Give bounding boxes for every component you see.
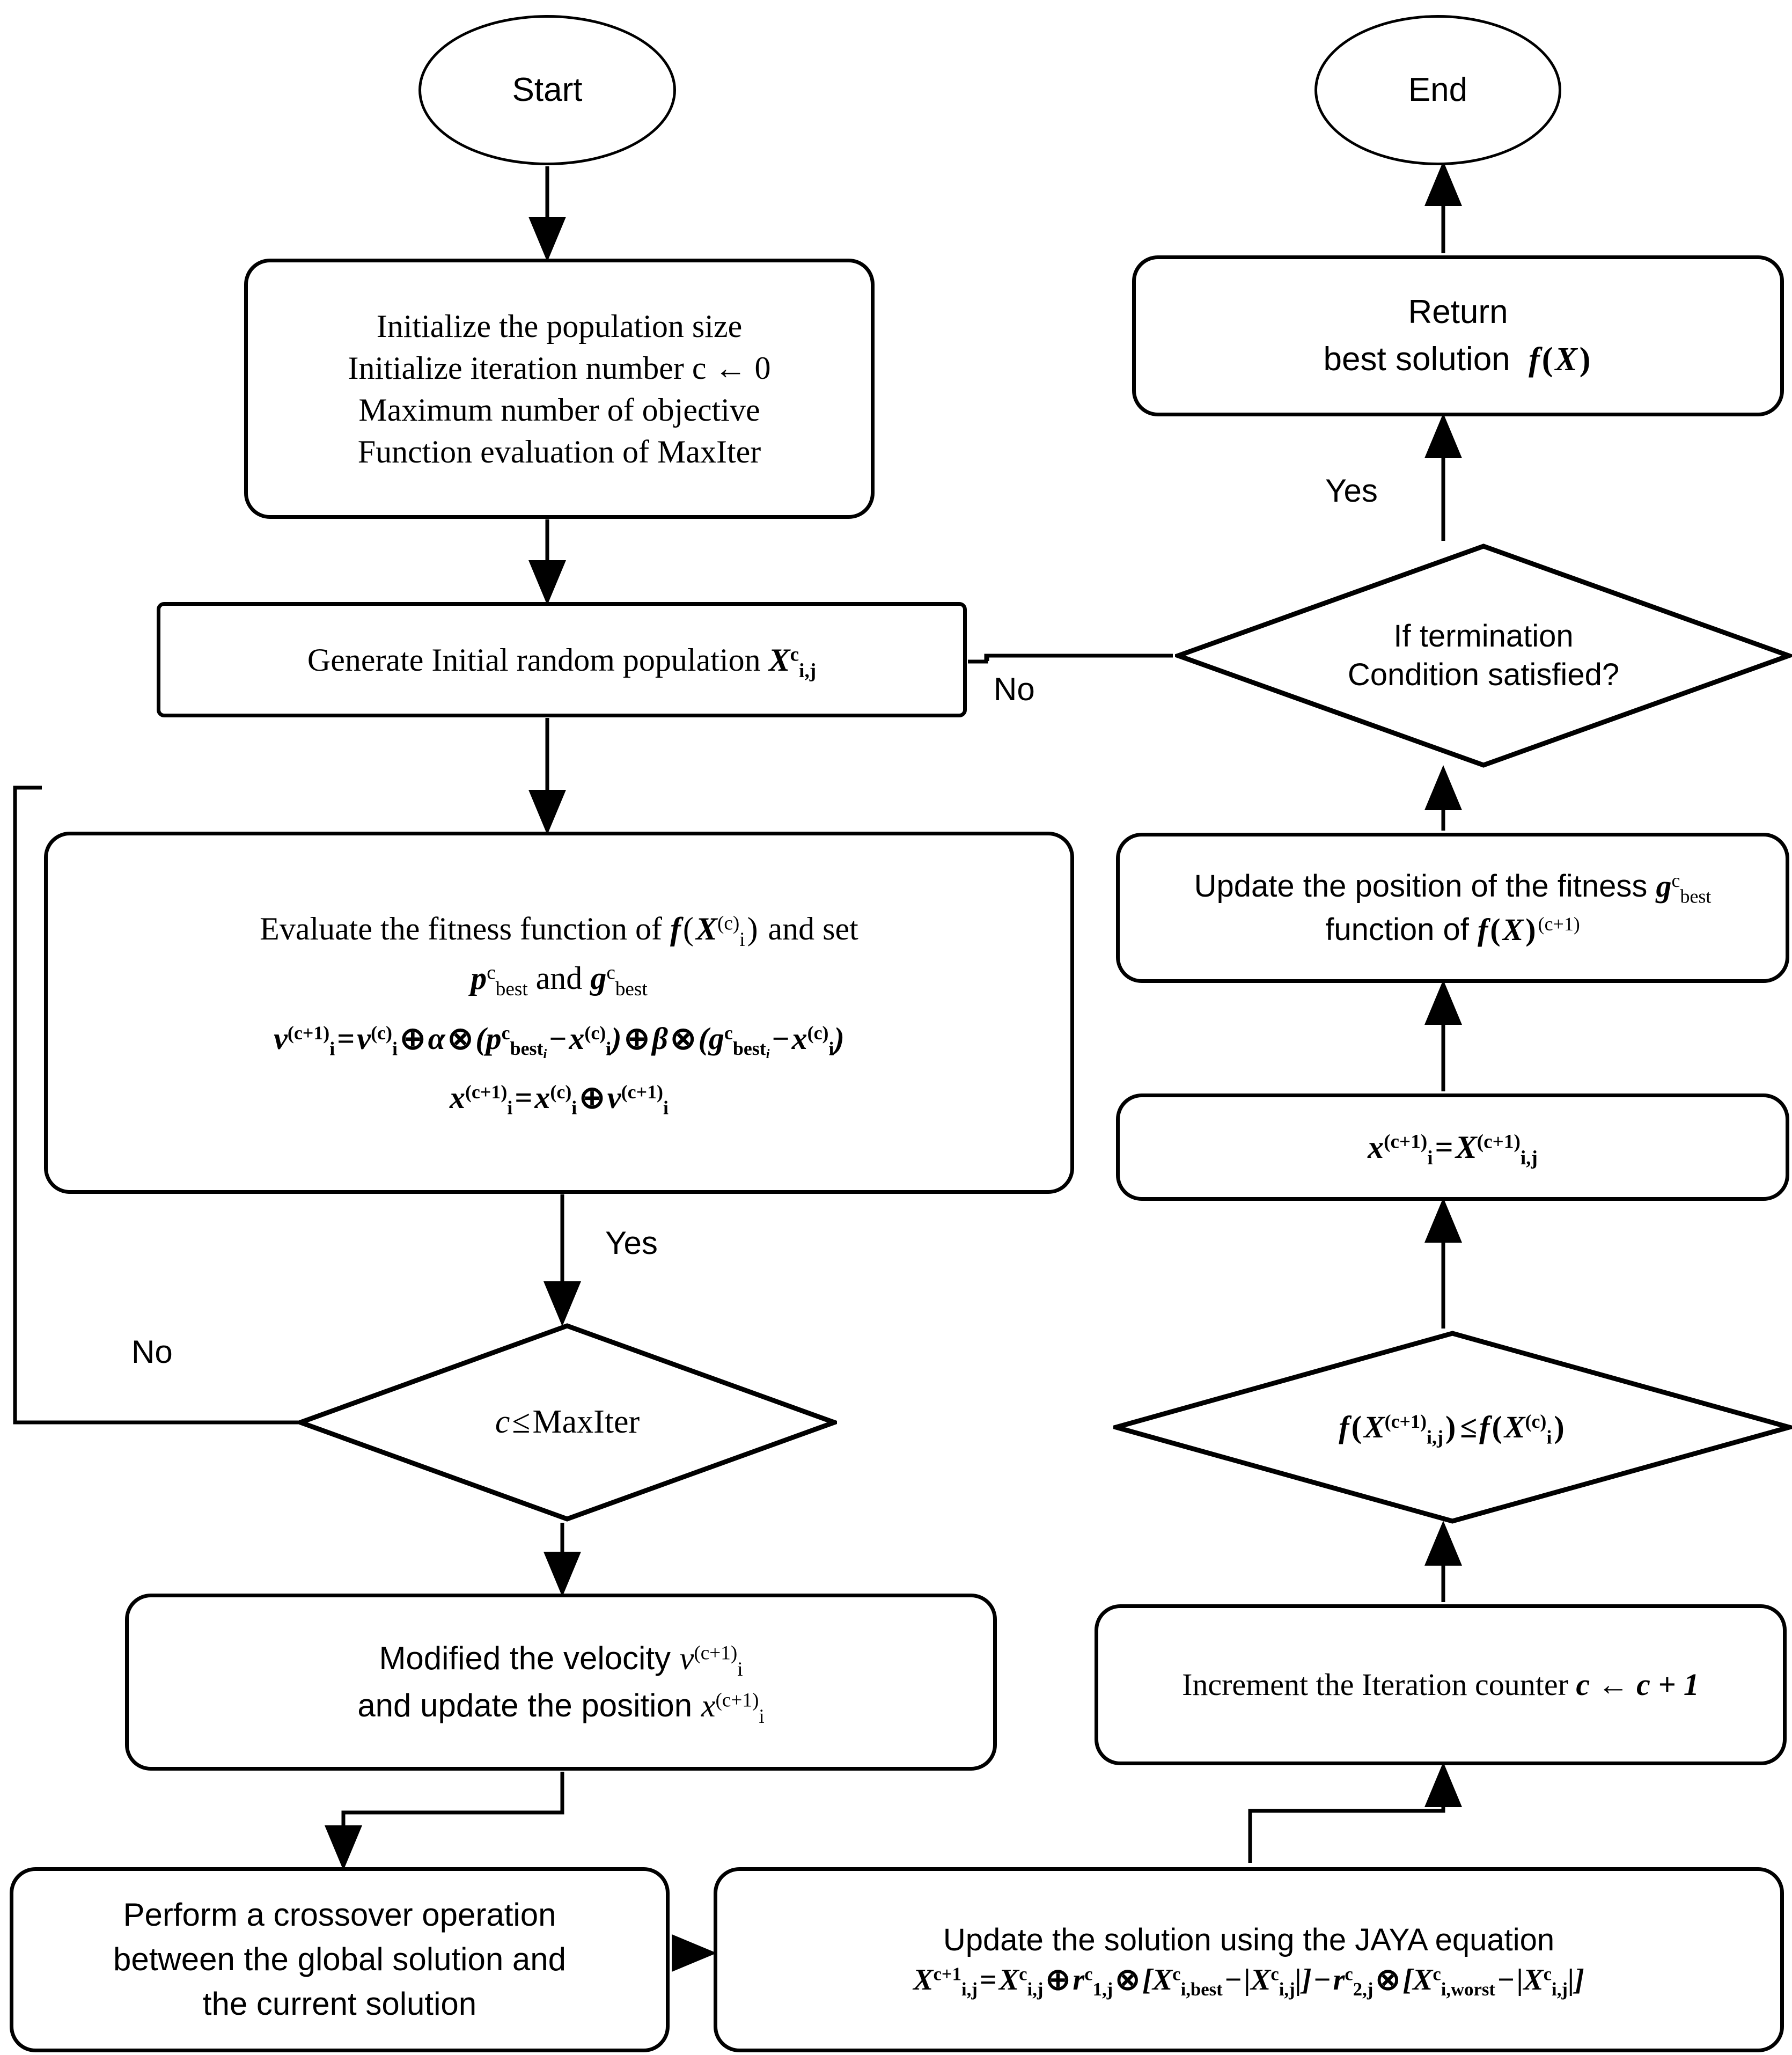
jaya-equation: $X^{c+1}_{i,j}=X^c_{i,j}\oplus r^c_{1,j}\otimes[X^c_{i,best}-|X^c_{i,j}|]-r^c_{2,j}\otimes[X^c_{i,worst}-|X^c_{i,j}|]$ xyxy=(913,1963,1584,2000)
node-jaya-update[interactable] xyxy=(714,1867,1784,2052)
evaluate-gbest: g xyxy=(590,960,607,996)
update-position-sup: (c+1) xyxy=(1538,913,1580,935)
initialize-line-3: Maximum number of objective xyxy=(358,392,760,428)
evaluate-gbest-sub: best xyxy=(615,978,648,1000)
modify-velocity-line1: Modified the velocity xyxy=(379,1640,680,1676)
decision-termination[interactable] xyxy=(1175,543,1792,768)
termination-line-1: If termination xyxy=(1393,618,1574,654)
node-return-best-solution[interactable]: Return best solution f(X) xyxy=(1132,255,1784,416)
generate-population-text: Generate Initial random population xyxy=(307,642,769,678)
max-iter-op: ≤ xyxy=(512,1404,531,1441)
modify-velocity-symbol-v: v xyxy=(679,1641,694,1676)
initialize-line-2: Initialize iteration number c ← 0 xyxy=(348,350,771,386)
crossover-line-2: between the global solution and xyxy=(113,1941,566,1978)
evaluate-f: f xyxy=(670,911,681,946)
decision-max-iter-label xyxy=(495,1401,640,1443)
modify-velocity-symbol-x: x xyxy=(701,1688,716,1723)
evaluate-x: X xyxy=(695,911,717,946)
node-increment-counter[interactable] xyxy=(1095,1604,1787,1765)
evaluate-and: and xyxy=(527,960,591,996)
return-line-2: best solution xyxy=(1323,341,1519,378)
crossover-line-1: Perform a crossover operation xyxy=(123,1897,556,1933)
modify-velocity-sub-2: i xyxy=(759,1705,765,1728)
fcmp-lhs-sup: (c+1) xyxy=(1384,1410,1427,1432)
evaluate-gbest-sup: c xyxy=(606,962,615,984)
modify-velocity-line2: and update the position xyxy=(357,1687,701,1723)
fcmp-op: ≤ xyxy=(1460,1409,1478,1444)
update-position-line2: function of xyxy=(1325,912,1478,947)
fcmp-rhs-x: X xyxy=(1504,1409,1525,1444)
edge-label-maxiter-yes: Yes xyxy=(605,1225,658,1261)
decision-max-iter[interactable] xyxy=(298,1323,837,1522)
generate-population-sub: i,j xyxy=(799,659,817,682)
evaluate-position-equation: $x^{(c+1)}_i=x^{(c)}_i\oplus v^{(c+1)}_i$ xyxy=(449,1080,669,1118)
node-update-position[interactable]: Update the position of the fitness $g^c_{best}$ function of f(X) $^{(c+1)}$ xyxy=(1116,833,1789,983)
evaluate-line1-suffix: and set xyxy=(760,911,858,946)
evaluate-pbest-sup: c xyxy=(487,962,496,984)
evaluate-pbest: p xyxy=(471,960,487,996)
evaluate-x-sup: (c) xyxy=(717,912,740,935)
decision-termination-label xyxy=(1348,617,1619,695)
node-modify-velocity[interactable] xyxy=(125,1594,997,1771)
decision-fitness-compare[interactable] xyxy=(1113,1331,1792,1524)
decision-fitness-compare-label: $f(X^{(c+1)}_{i,j}) \le f(X^{(c)}_i)$ xyxy=(1339,1409,1565,1448)
evaluate-line1-prefix: Evaluate the fitness function of xyxy=(260,911,670,946)
fcmp-lhs-f: f xyxy=(1339,1409,1349,1444)
evaluate-velocity-equation: $v^{(c+1)}_i=v^{(c)}_i\oplus\alpha\otimes(p^c_{besti}-x^{(c)}_i)\oplus\beta\otimes(g^c_{besti}-x^{(c)}_i)$ xyxy=(274,1021,844,1062)
node-start-label: Start xyxy=(512,71,583,108)
jaya-title: Update the solution using the JAYA equation xyxy=(943,1922,1555,1958)
node-end-label: End xyxy=(1408,71,1468,108)
generate-population-sup: c xyxy=(790,643,799,665)
increment-equation: c ← c + 1 xyxy=(1576,1667,1699,1702)
return-f: f xyxy=(1529,341,1540,378)
crossover-line-3: the current solution xyxy=(202,1985,477,2022)
fcmp-rhs-sup: (c) xyxy=(1525,1410,1547,1432)
fcmp-lhs-x: X xyxy=(1363,1409,1385,1444)
node-evaluate-fitness[interactable]: Evaluate the fitness function of $f(X^{(c)}_i)$ and set $p^c_{best}$ and $g^c_{best}$ $v^{(c+1)}_i=v^{(c)}_i\oplus\alpha\otimes(p^c_{besti}-x^{(c)}_i)\oplus\beta\otimes(g^c_{besti}-x^{(c)}_i)$ $x^{(c+1)}_i=x^{(c)}_i\oplus v^{(c+1)}_i$ xyxy=(44,832,1074,1194)
generate-population-symbol: X xyxy=(768,642,790,678)
edge-label-maxiter-no: No xyxy=(131,1334,173,1370)
assign-x-equation: $x^{(c+1)}_i=X^{(c+1)}_{i,j}$ xyxy=(1368,1129,1538,1169)
evaluate-x-sub: i xyxy=(739,928,745,951)
update-position-g: g xyxy=(1656,868,1672,904)
increment-text: Increment the Iteration counter xyxy=(1182,1667,1576,1702)
update-position-g-sub: best xyxy=(1680,885,1712,907)
evaluate-pbest-sub: best xyxy=(495,978,528,1000)
initialize-line-4: Function evaluation of MaxIter xyxy=(357,434,761,469)
fcmp-rhs-sub: i xyxy=(1546,1426,1552,1448)
update-position-g-sup: c xyxy=(1671,869,1680,891)
node-assign-x[interactable] xyxy=(1116,1093,1789,1201)
modify-velocity-sub-1: i xyxy=(737,1658,743,1680)
node-crossover[interactable] xyxy=(10,1867,670,2052)
node-end[interactable] xyxy=(1314,15,1561,165)
fcmp-lhs-sub: i,j xyxy=(1427,1426,1443,1448)
return-x: X xyxy=(1555,341,1577,378)
edge-label-termination-yes: Yes xyxy=(1325,473,1378,509)
node-start[interactable] xyxy=(418,15,676,165)
node-generate-population[interactable] xyxy=(157,602,967,717)
node-initialize[interactable] xyxy=(244,259,875,519)
update-position-f: f xyxy=(1477,912,1488,947)
update-position-x: X xyxy=(1502,912,1524,947)
modify-velocity-sup-1: (c+1) xyxy=(694,1642,738,1664)
termination-line-2: Condition satisfied? xyxy=(1347,657,1620,692)
max-iter-c: c xyxy=(495,1404,510,1441)
modify-velocity-sup-2: (c+1) xyxy=(715,1689,759,1712)
update-position-line1: Update the position of the fitness xyxy=(1194,868,1656,904)
fcmp-rhs-f: f xyxy=(1479,1409,1490,1444)
edge-label-termination-no: No xyxy=(994,671,1035,707)
return-line-1: Return xyxy=(1408,293,1508,331)
initialize-line-1: Initialize the population size xyxy=(376,308,743,344)
max-iter-maxiter: MaxIter xyxy=(532,1404,640,1441)
